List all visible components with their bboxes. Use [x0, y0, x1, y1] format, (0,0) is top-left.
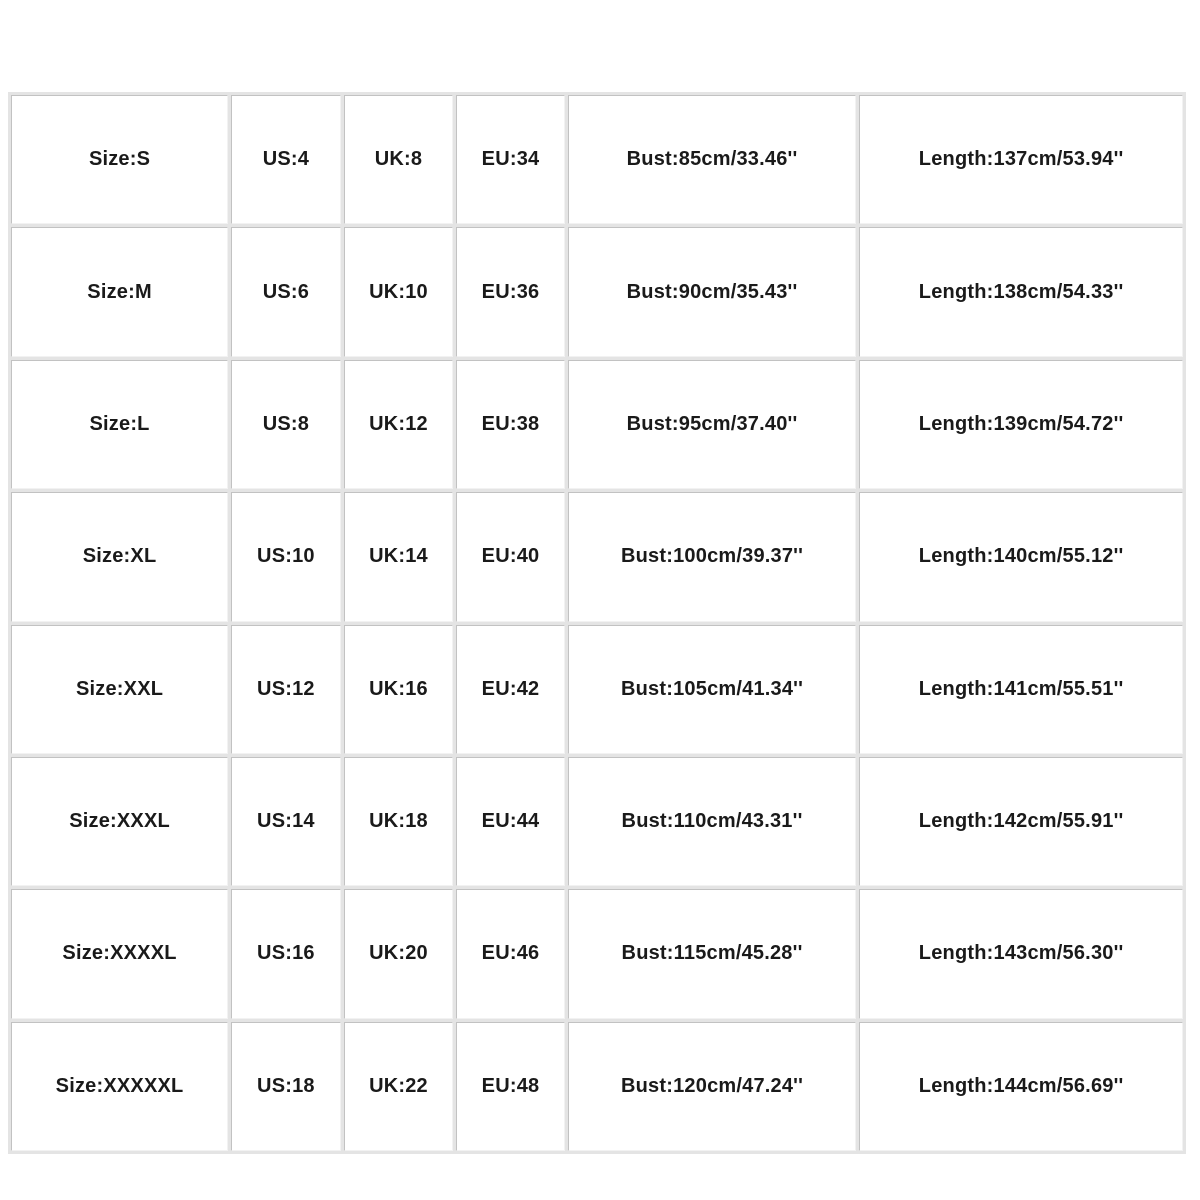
uk-size-cell: UK:20	[344, 889, 454, 1018]
bust-cell: Bust:105cm/41.34''	[568, 625, 856, 754]
size-cell: Size:L	[11, 360, 228, 489]
bust-cell: Bust:95cm/37.40''	[568, 360, 856, 489]
uk-size-cell: UK:14	[344, 492, 454, 621]
uk-size-cell: UK:10	[344, 227, 454, 356]
uk-size-cell: UK:8	[344, 95, 454, 224]
bust-cell: Bust:85cm/33.46''	[568, 95, 856, 224]
size-cell: Size:XXXXL	[11, 889, 228, 1018]
length-cell: Length:137cm/53.94''	[859, 95, 1183, 224]
us-size-cell: US:16	[231, 889, 341, 1018]
table-row	[11, 360, 1183, 489]
bust-cell: Bust:90cm/35.43''	[568, 227, 856, 356]
us-size-cell: US:4	[231, 95, 341, 224]
uk-size-cell: UK:12	[344, 360, 454, 489]
eu-size-cell: EU:42	[456, 625, 565, 754]
eu-size-cell: EU:36	[456, 227, 565, 356]
eu-size-cell: EU:34	[456, 95, 565, 224]
size-cell: Size:S	[11, 95, 228, 224]
length-cell: Length:143cm/56.30''	[859, 889, 1183, 1018]
bust-cell: Bust:100cm/39.37''	[568, 492, 856, 621]
length-cell: Length:144cm/56.69''	[859, 1022, 1183, 1151]
bust-cell: Bust:115cm/45.28''	[568, 889, 856, 1018]
length-cell: Length:138cm/54.33''	[859, 227, 1183, 356]
us-size-cell: US:8	[231, 360, 341, 489]
table-row	[11, 95, 1183, 224]
table-row	[11, 889, 1183, 1018]
size-cell: Size:XXXXXL	[11, 1022, 228, 1151]
bust-cell: Bust:120cm/47.24''	[568, 1022, 856, 1151]
us-size-cell: US:18	[231, 1022, 341, 1151]
size-chart-table	[8, 92, 1186, 1154]
us-size-cell: US:14	[231, 757, 341, 886]
size-cell: Size:M	[11, 227, 228, 356]
eu-size-cell: EU:40	[456, 492, 565, 621]
size-cell: Size:XXL	[11, 625, 228, 754]
length-cell: Length:139cm/54.72''	[859, 360, 1183, 489]
table-row	[11, 1022, 1183, 1151]
size-cell: Size:XL	[11, 492, 228, 621]
table-row	[11, 625, 1183, 754]
size-cell: Size:XXXL	[11, 757, 228, 886]
us-size-cell: US:6	[231, 227, 341, 356]
table-row	[11, 227, 1183, 356]
eu-size-cell: EU:48	[456, 1022, 565, 1151]
eu-size-cell: EU:44	[456, 757, 565, 886]
uk-size-cell: UK:18	[344, 757, 454, 886]
eu-size-cell: EU:38	[456, 360, 565, 489]
bust-cell: Bust:110cm/43.31''	[568, 757, 856, 886]
size-chart-body	[11, 95, 1183, 1151]
table-row	[11, 757, 1183, 886]
us-size-cell: US:12	[231, 625, 341, 754]
uk-size-cell: UK:16	[344, 625, 454, 754]
uk-size-cell: UK:22	[344, 1022, 454, 1151]
length-cell: Length:141cm/55.51''	[859, 625, 1183, 754]
eu-size-cell: EU:46	[456, 889, 565, 1018]
table-row	[11, 492, 1183, 621]
us-size-cell: US:10	[231, 492, 341, 621]
length-cell: Length:142cm/55.91''	[859, 757, 1183, 886]
length-cell: Length:140cm/55.12''	[859, 492, 1183, 621]
